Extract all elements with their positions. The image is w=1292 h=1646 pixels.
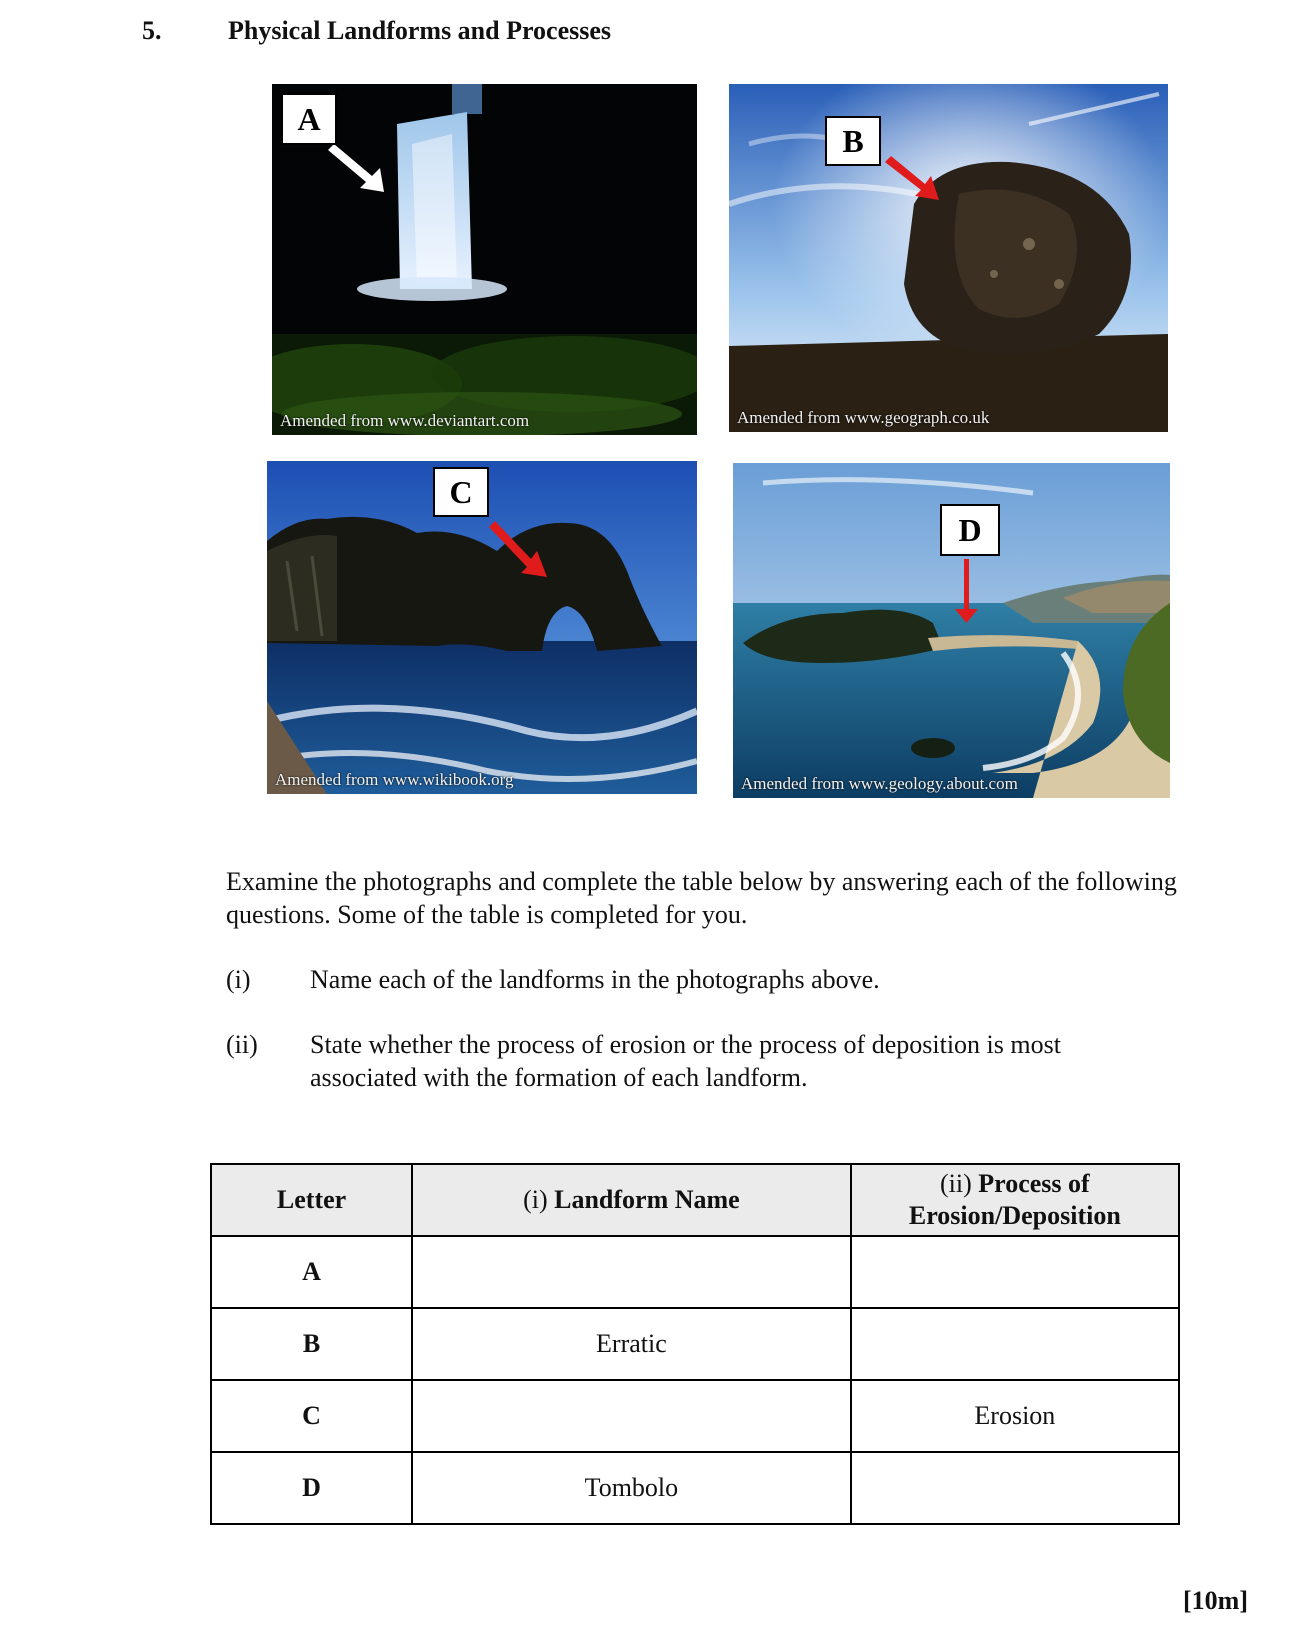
photo-credit: Amended from www.geology.about.com	[741, 774, 1018, 793]
instructions-text: Examine the photographs and complete the table below by answering each of the following questions. Some of the table is completed for you.	[226, 867, 1177, 929]
row-letter: C	[211, 1380, 412, 1452]
header-process	[851, 1164, 1179, 1236]
table-row	[211, 1236, 1179, 1308]
question-number: 5.	[142, 16, 162, 45]
photo-credit: Amended from www.wikibook.org	[275, 770, 514, 789]
landform-name-cell[interactable]: Erratic	[412, 1308, 851, 1380]
process-cell[interactable]	[851, 1236, 1179, 1308]
process-cell[interactable]: Erosion	[851, 1380, 1179, 1452]
item-number: (i)	[226, 965, 251, 994]
erratic-image	[729, 84, 1168, 432]
item-text: Name each of the landforms in the photographs above.	[310, 965, 880, 994]
header-label: Process of	[978, 1169, 1090, 1198]
landform-name-cell[interactable]: Tombolo	[412, 1452, 851, 1524]
header-landform-name	[412, 1164, 851, 1236]
header-label: Erosion/Deposition	[908, 1201, 1121, 1230]
table-row	[211, 1380, 1179, 1452]
landform-name-cell[interactable]	[412, 1380, 851, 1452]
photo-label: D	[940, 504, 1000, 556]
photo-b-erratic	[729, 84, 1168, 432]
process-cell[interactable]	[851, 1452, 1179, 1524]
photo-label: C	[433, 467, 489, 517]
photo-d-tombolo	[733, 463, 1170, 798]
photo-c-sea-arch	[267, 461, 697, 794]
process-cell[interactable]	[851, 1308, 1179, 1380]
photo-a-waterfall	[272, 84, 697, 435]
row-letter: D	[211, 1452, 412, 1524]
table-row	[211, 1452, 1179, 1524]
photo-label: A	[281, 93, 337, 145]
table-row	[211, 1308, 1179, 1380]
question-title: Physical Landforms and Processes	[228, 16, 612, 45]
header-prefix: (ii)	[940, 1169, 972, 1198]
header-prefix: (i)	[523, 1185, 548, 1214]
answer-table	[210, 1163, 1180, 1525]
header-letter: Letter	[211, 1164, 412, 1236]
header-label: Landform Name	[554, 1185, 740, 1214]
table-header-row	[211, 1164, 1179, 1236]
photo-credit: Amended from www.deviantart.com	[280, 411, 530, 430]
marks-total: [10m]	[1183, 1586, 1248, 1615]
row-letter: B	[211, 1308, 412, 1380]
row-letter: A	[211, 1236, 412, 1308]
item-number: (ii)	[226, 1030, 258, 1059]
photo-label: B	[825, 116, 881, 166]
item-text: State whether the process of erosion or the process of deposition is most associated with the formation of each landform.	[310, 1030, 1061, 1092]
photo-credit: Amended from www.geograph.co.uk	[737, 408, 990, 427]
landform-name-cell[interactable]	[412, 1236, 851, 1308]
